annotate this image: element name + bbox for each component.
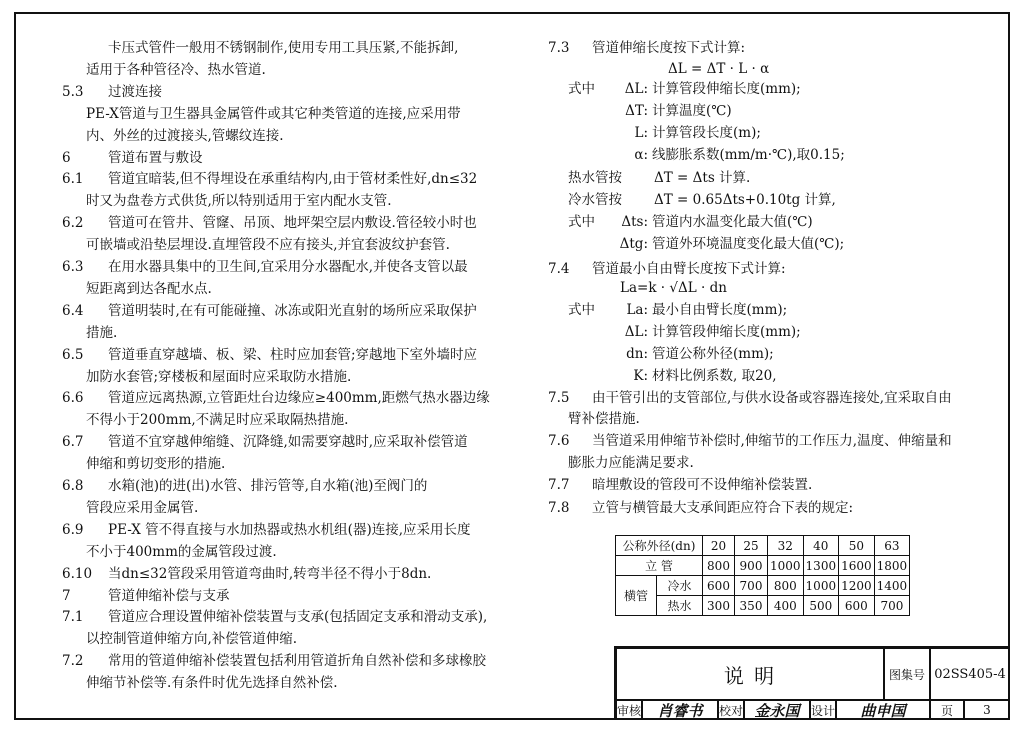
formula: ΔL = ΔT · L · α [668,61,770,77]
table-cell: 25 [735,536,768,556]
section-number: 6 [62,149,71,166]
table-cell: 1000 [768,556,804,576]
sheet-title: 说 明 [616,648,884,700]
table-header-cell: 公称外径(dn) [616,536,703,556]
atlas-number-label: 图集号 [884,648,930,700]
table-row-label: 冷水 [657,576,703,596]
table-cell: 1400 [874,576,910,596]
paragraph-line: 不得小于200mm,不满足时应采取隔热措施. [86,412,349,429]
definition-symbol: ΔL: [624,81,648,97]
definition-symbol: Δtg: [619,236,648,252]
paragraph-line: 膨胀力应能满足要求. [568,455,694,471]
paragraph-line: 管道明装时,在有可能碰撞、冰冻或阳光直射的场所应采取保护 [108,302,477,319]
table-cell: 300 [703,596,735,616]
table-cell: 800 [768,576,804,596]
table-cell: 600 [703,576,735,596]
definition-text: 管道外环境温度变化最大值(℃); [652,236,845,252]
definition-symbol: ΔL: [624,324,648,340]
table-row [616,576,910,596]
paragraph-line: 管道布置与敷设 [108,149,203,166]
paragraph-line: 可嵌墙或沿垫层埋设.直埋管段不应有接头,并宜套波纹护套管. [86,237,450,254]
section-number: 7.8 [548,500,570,516]
paragraph-line: 在用水器具集中的卫生间,宜采用分水器配水,并使各支管以最 [108,259,468,275]
table-cell: 900 [735,556,768,576]
paragraph-line: 管道应远离热源,立管距灶台边缘应≥400mm,距燃气热水器边缘 [108,390,490,407]
formula: La=k · √ΔL · dn [620,280,727,296]
cold-water-formula: ΔT = 0.65Δts+0.10tg 计算, [654,192,836,208]
paragraph-line: 过渡连接 [108,83,162,100]
table-cell: 350 [735,596,768,616]
definition-symbol: dn: [626,346,648,362]
section-number: 7.7 [548,477,570,493]
paragraph-line: 当管道采用伸缩节补偿时,伸缩节的工作压力,温度、伸缩量和 [592,433,952,449]
definition-symbol: K: [633,368,648,384]
table-row-label: 横管 [616,576,657,616]
table-cell: 63 [874,536,910,556]
definition-text: 计算管段伸缩长度(mm); [652,81,801,97]
section-title: 管道最小自由臂长度按下式计算: [592,261,786,277]
paragraph-line: 管道宜暗装,但不得埋设在承重结构内,由于管材柔性好,dn≤32 [108,171,478,188]
table-cell: 32 [768,536,804,556]
paragraph-line: 卡压式管件一般用不锈钢制作,使用专用工具压紧,不能拆卸, [108,40,459,56]
design-signature: 曲申国 [836,700,930,720]
design-label: 设计 [810,700,836,720]
table-cell: 50 [839,536,875,556]
definition-lead: 式中 [568,81,595,97]
table-cell: 1300 [803,556,839,576]
table-row [616,556,910,576]
table-cell: 40 [803,536,839,556]
page-number: 3 [964,700,1010,720]
paragraph-line: 伸缩和剪切变形的措施. [86,456,226,473]
section-number: 7.5 [548,390,570,406]
definition-text: 线膨胀系数(mm/m·℃),取0.15; [652,147,845,163]
section-number: 7.4 [548,261,570,277]
paragraph-line: 管道应合理设置伸缩补偿装置与支承(包括固定支承和滑动支承), [108,609,488,626]
definition-text: 计算管段伸缩长度(mm); [652,324,801,340]
table-row-label: 立 管 [616,556,703,576]
table-cell: 20 [703,536,735,556]
review-label: 审核 [616,700,642,720]
paragraph-line: 立管与横管最大支承间距应符合下表的规定: [592,500,854,516]
table-cell: 1600 [839,556,875,576]
definition-text: 管道公称外径(mm); [652,346,774,362]
definition-symbol: ΔT: [625,103,648,119]
paragraph-line: PE-X 管不得直接与水加热器或热水机组(器)连接,应采用长度 [108,521,471,538]
definition-lead: 式中 [568,214,595,230]
table-cell: 1800 [874,556,910,576]
definition-symbol: La: [626,302,648,318]
section-number: 7.1 [62,609,84,626]
section-number: 6.7 [62,434,84,451]
definition-text: 最小自由臂长度(mm); [652,302,788,318]
check-label: 校对 [718,700,744,720]
paragraph-line: 内、外丝的过渡接头,管螺纹连接. [86,127,284,144]
table-cell: 600 [839,596,875,616]
atlas-number: 02SS405-4 [930,648,1010,700]
paragraph-line: 加防水套管;穿楼板和屋面时应采取防水措施. [86,368,352,385]
section-number: 6.3 [62,259,84,275]
section-number: 7.2 [62,653,84,670]
section-number: 6.6 [62,390,84,407]
paragraph-line: 管段应采用金属管. [86,499,199,516]
paragraph-line: 时又为盘卷方式供货,所以特别适用于室内配水支管. [86,193,392,210]
definition-text: 计算管段长度(m); [652,125,761,141]
section-number: 6.4 [62,302,84,319]
table-cell: 1200 [839,576,875,596]
section-number: 5.3 [62,83,84,100]
definition-text: 计算温度(℃) [652,103,732,119]
check-signature: 金永国 [744,700,810,720]
definition-symbol: α: [634,147,648,163]
table-cell: 500 [803,596,839,616]
section-number: 6.2 [62,215,84,232]
paragraph-line: 措施. [86,324,118,341]
table-cell: 800 [703,556,735,576]
paragraph-line: 管道不宜穿越伸缩缝、沉降缝,如需要穿越时,应采取补偿管道 [108,434,468,451]
review-signature: 肖睿书 [642,700,718,720]
table-cell: 700 [874,596,910,616]
paragraph-line: 管道伸缩补偿与支承 [108,587,230,604]
definition-symbol: Δts: [621,214,648,230]
section-title: 管道伸缩长度按下式计算: [592,40,746,56]
cold-water-label: 冷水管按 [568,192,622,208]
paragraph-line: 适用于各种管径冷、热水管道. [86,61,266,78]
section-number: 7 [62,587,71,604]
section-number: 7.6 [548,433,570,449]
section-number: 6.8 [62,478,84,494]
definition-text: 材料比例系数, 取20, [652,368,777,384]
section-number: 6.9 [62,521,84,538]
definition-symbol: L: [634,125,648,141]
table-row-label: 热水 [657,596,703,616]
support-spacing-table [615,535,910,616]
paragraph-line: 水箱(池)的进(出)水管、排污管等,自水箱(池)至阀门的 [108,478,428,494]
paragraph-line: 暗埋敷设的管段可不设伸缩补偿装置. [592,477,813,493]
section-number: 6.5 [62,346,84,363]
section-number: 6.10 [62,565,93,582]
paragraph-line: 以控制管道伸缩方向,补偿管道伸缩. [86,631,298,648]
title-block [614,646,1010,720]
table-cell: 400 [768,596,804,616]
section-number: 7.3 [548,40,570,56]
hot-water-label: 热水管按 [568,170,622,186]
table-cell: 700 [735,576,768,596]
paragraph-line: 由干管引出的支管部位,与供水设备或容器连接处,宜采取自由 [592,390,952,406]
paragraph-line: 常用的管道伸缩补偿装置包括利用管道折角自然补偿和多球橡胶 [108,653,486,670]
paragraph-line: 臂补偿措施. [568,411,640,427]
paragraph-line: 管道垂直穿越墙、板、梁、柱时应加套管;穿越地下室外墙时应 [108,346,478,363]
table-row [616,596,910,616]
definition-lead: 式中 [568,302,595,318]
paragraph-line: 伸缩节补偿等.有条件时优先选择自然补偿. [86,675,338,692]
table-cell: 1000 [803,576,839,596]
hot-water-formula: ΔT = Δts 计算. [654,170,751,186]
paragraph-line: 不小于400mm的金属管段过渡. [86,543,277,560]
paragraph-line: PE-X管道与卫生器具金属管件或其它种类管道的连接,应采用带 [86,105,461,122]
paragraph-line: 管道可在管井、管窿、吊顶、地坪架空层内敷设.管径较小时也 [108,215,477,232]
paragraph-line: 短距离到达各配水点. [86,280,212,297]
page-label: 页 [930,700,964,720]
table-row [616,536,910,556]
section-number: 6.1 [62,171,84,188]
paragraph-line: 当dn≤32管段采用管道弯曲时,转弯半径不得小于8dn. [108,565,432,582]
definition-text: 管道内水温变化最大值(℃) [652,214,813,230]
